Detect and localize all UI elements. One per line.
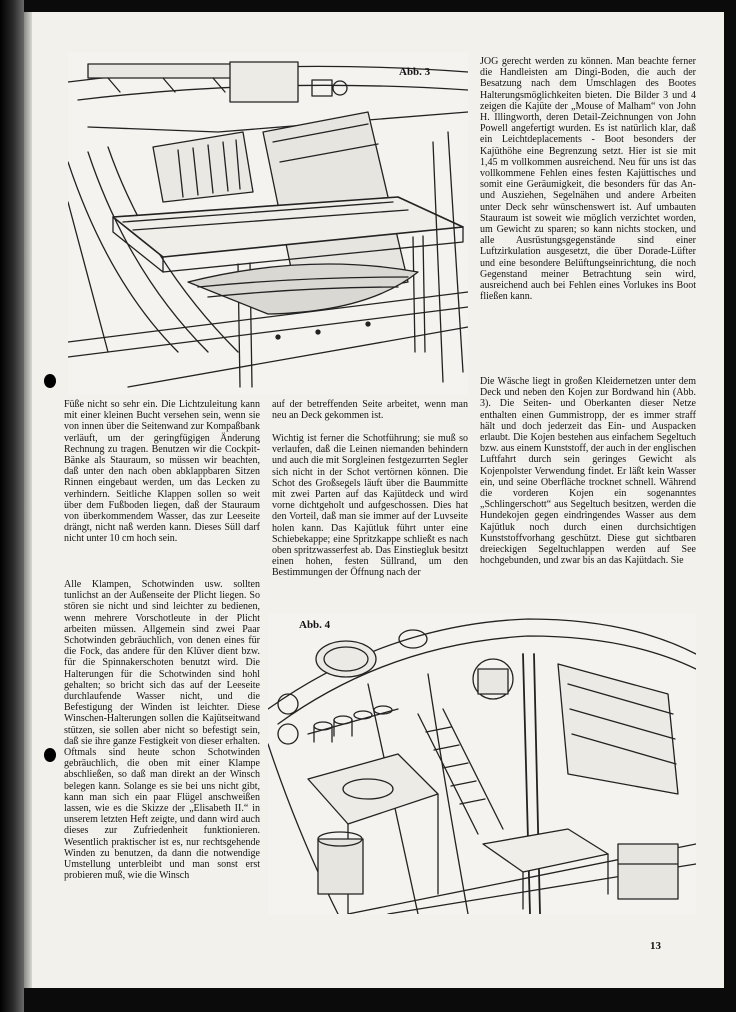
book-binding-shadow bbox=[0, 0, 24, 1012]
middle-column-paragraph-1: auf der betreffenden Seite arbeitet, wenn man neu an Deck gekommen ist. bbox=[272, 399, 468, 422]
middle-column-paragraph-2: Wichtig ist ferner die Schotführung; sie muß so verlaufen, daß die Leinen niemanden behindern und auch die mit Sorgleinen festgezurrten Segler sich nicht in der Schot vertörnen können. Die Schot des Großsegels läuft über die Baummitte mit zwei Parten auf das Kajütdeck und wird vorne dichtgeholt und aufgeschossen. Dies hat den Vorteil, daß man sie immer auf der Luvseite holen kann. Das Kajütluk führt unter eine Schiebekappe; eine Spritzkappe schließt es nach oben spritzwasserfest ab. Das Einstiegluk besitzt einen hohen, festen Süllrand, um den Bestimmungen der Öffnung nach der bbox=[272, 433, 468, 579]
left-column-paragraph-1: Füße nicht so sehr ein. Die Lichtzuleitung kann mit einer kleinen Bucht versehen sein, wenn sie von innen über die Seitenwand zur Kompaßbank verläuft, um der geringfügigen Änderung Rechnung zu tragen. Benutzen wir die Cockpit-Bänke als Stauraum, so müssen wir beachten, daß unter den nach oben abklappbaren Sitzen Rinnen eingebaut werden, um das Lecken zu verhindern. Seitliche Klappen sollen so weit über dem Fußboden liegen, daß der Stauraum von überkommendem Wasser, das zur Leeseite drängt, nicht naß werden kann. Dieses Süll darf nicht unter 10 cm hoch sein. bbox=[64, 399, 260, 545]
margin-hole-dot bbox=[44, 748, 56, 762]
page-number: 13 bbox=[650, 940, 661, 952]
right-column-paragraph-2: Die Wäsche liegt in großen Kleidernetzen unter dem Deck und neben den Kojen zur Bordwand hin (Abb. 3). Die Seiten- und Oberkanten dieser Netze enthalten einen Gummistropp, der es immer straff hält und doch jederzeit das Ein- und Auspacken erlaubt. Die Kojen bestehen aus einfachem Segeltuch bzw. aus einem Kunststoff, der auch in der englischen Luftfahrt durch sein geringes Gewicht als Kojenpolster Verwendung findet. Er läßt kein Wasser ein, und seine Oberfläche trocknet schnell. Während die vorderen Kojen ein sogenanntes „Schlingerschott“ aus Segeltuch besitzen, werden die Hundekojen gegen eindringendes Wasser aus dem Kajütluk noch durch einen durchsichtigen Kunststoffvorhang geschützt. Diese gut sichtbaren dreieckigen Segeltuchlappen werden auf See hochgebunden, und zwar bis an das Kajütdach. Sie bbox=[480, 376, 696, 567]
figure-4-illustration bbox=[268, 614, 696, 914]
figure-3-illustration bbox=[68, 52, 468, 394]
figure-4-label: Abb. 4 bbox=[299, 619, 331, 631]
figure-3-label: Abb. 3 bbox=[399, 66, 431, 78]
margin-hole-dot bbox=[44, 374, 56, 388]
page-edge-shadow bbox=[24, 12, 32, 988]
figure-3-cabin-drawing bbox=[68, 52, 468, 394]
figure-4-cabin-interior-drawing bbox=[268, 614, 696, 914]
right-column-paragraph-1: JOG gerecht werden zu können. Man beachte ferner die Handleisten am Dingi-Boden, die auch der Besatzung nach dem Umschlagen des Bootes Halterungsmöglichkeiten bieten. Die Bilder 3 und 4 zeigen die Kajüte der „Mouse of Malham“ von John H. Illingworth, deren Detail-Zeichnungen von John Powell angefertigt wurden. Es ist natürlich klar, daß ein Leichtdeplacements - Boot besonders der Kajüthöhe eine Begrenzung setzt. Hier ist sie mit 1,45 m vollkommen ausreichend. Neu für uns ist das vollkommene Fehlen eines festen Kajüttisches und somit eine Geräumigkeit, die besonders für das An- und Ausziehen, Segelnähen und andere Arbeiten unter Deck sehr wünschenswert ist. Auf umbauten Stauraum ist soweit wie möglich verzichtet worden, um Gewicht zu sparen; so kann nichts stocken, und alle Ausrüstungsgegenstände sind einer Luftzirkulation ausgesetzt, die über Dorade-Lüfter und eine besondere Belüftungseinrichtung, die noch Gegenstand meiner Betrachtung sein wird, ausreichend auch bei Fehlen eines Vorlukes ins Boot fließen kann. bbox=[480, 56, 696, 303]
left-column-paragraph-2: Alle Klampen, Schotwinden usw. sollten tunlichst an der Außenseite der Plicht liegen. So stören sie nicht und sind leichter zu bedienen, wenn mehrere Vorschotleute in der Plicht arbeiten müssen. Allgemein sind zwei Paar Schotwinden gebräuchlich, von denen eines für die Fock, das andere für den Klüver dient bzw. für die Spinnakerschoten benutzt wird. Die Halterungen für die Schotwinden sind hohl gehalten; so bricht sich das auf der Leeseite durchlaufende Wasser nicht, und die Befestigung der Winden ist leichter. Diese Winschen-Halterungen sollen die Kajütseitwand stützen, sie sollen aber nicht so befestigt sein, daß sie ihre ganze Festigkeit von dieser erhalten. Oftmals sind heute schon Schotwinden gebräuchlich, die oben mit einer Klampe abschließen, so daß man direkt an der Winsch belegen kann. Solange es sie bei uns nicht gibt, kann man sich ein paar Flügel anschweißen lassen, wie es die Skizze der „Elisabeth II.“ in unserem letzten Heft zeigte, und dann wird auch dieses zur Zufriedenheit funktionieren. Wesentlich praktischer ist es, nur rechtsgehende Winden zu benutzen, da dann die notwendige Umstellung unterbleibt und man sonst erst probieren muß, wie die Winsch bbox=[64, 579, 260, 882]
